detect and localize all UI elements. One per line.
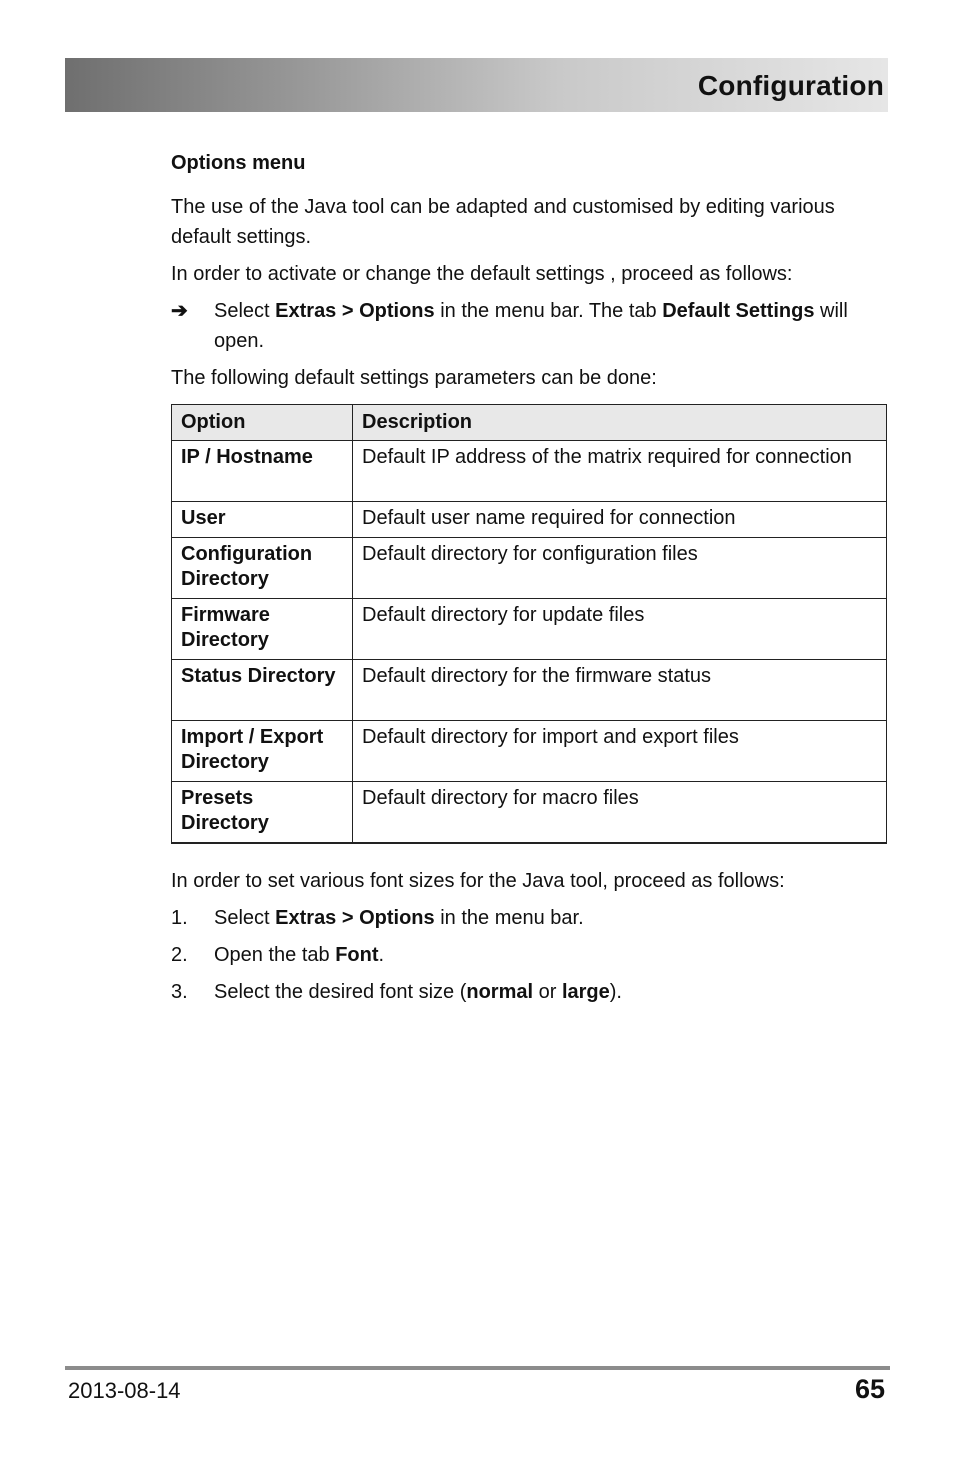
step-bold-1: Extras > Options — [275, 907, 435, 929]
table-row — [172, 599, 887, 660]
step-text-3: will open. — [214, 300, 848, 352]
page-number: 65 — [854, 1374, 885, 1404]
options-table — [171, 404, 887, 844]
option-cell: Status Directory — [172, 660, 353, 721]
step-text — [214, 977, 622, 1007]
step-text-1: Open the tab — [214, 944, 336, 966]
table-header-row — [172, 405, 887, 441]
table-row — [172, 782, 887, 844]
font-step-2 — [171, 940, 891, 970]
step-text-2: . — [378, 944, 385, 966]
step-bold-1: Extras > Options — [275, 300, 435, 322]
step-text-2: in the menu bar. The tab — [434, 300, 663, 322]
step-bold-2: large — [561, 981, 610, 1003]
footer-divider — [65, 1366, 890, 1370]
description-cell: Default directory for configuration files — [353, 538, 887, 599]
step-number: 3. — [171, 981, 188, 1003]
header-description: Description — [353, 405, 887, 441]
table-row — [172, 502, 887, 538]
font-step-1 — [171, 903, 891, 933]
description-cell: Default directory for macro files — [353, 782, 887, 844]
option-cell: Import / Export Directory — [172, 721, 353, 782]
intro-paragraph: The use of the Java tool can be adapted and customised by editing various default settings. — [171, 196, 835, 248]
page-header — [65, 58, 888, 112]
params-paragraph: The following default settings parameters can be done: — [171, 367, 657, 389]
step-text-1: Select the desired font size ( — [214, 981, 467, 1003]
page-title: Configuration — [697, 70, 884, 101]
option-cell: Firmware Directory — [172, 599, 353, 660]
arrow-step-text — [214, 296, 891, 356]
step-bold-1: normal — [466, 981, 534, 1003]
font-step-3 — [171, 977, 891, 1007]
table-row — [172, 441, 887, 502]
section-title: Options menu — [171, 152, 306, 174]
description-cell: Default IP address of the matrix required for connection — [353, 441, 887, 502]
description-cell: Default directory for import and export files — [353, 721, 887, 782]
step-text-2: or — [533, 981, 562, 1003]
step-text — [214, 940, 384, 970]
step-text-3: ). — [609, 981, 622, 1003]
header-option: Option — [172, 405, 353, 441]
step-text — [214, 903, 584, 933]
description-cell: Default user name required for connection — [353, 502, 887, 538]
step-bold-2: Default Settings — [662, 300, 815, 322]
table-row — [172, 538, 887, 599]
option-cell: Presets Directory — [172, 782, 353, 844]
step-number: 1. — [171, 907, 188, 929]
font-intro-paragraph: In order to set various font sizes for the Java tool, proceed as follows: — [171, 870, 785, 892]
step-text-1: Select — [214, 300, 276, 322]
option-cell: Configuration Directory — [172, 538, 353, 599]
table-row — [172, 721, 887, 782]
table-row — [172, 660, 887, 721]
step-text-2: in the menu bar. — [434, 907, 584, 929]
arrow-icon: ➔ — [171, 300, 188, 322]
page-content — [171, 148, 891, 1014]
description-cell: Default directory for update files — [353, 599, 887, 660]
footer-date: 2013-08-14 — [68, 1378, 181, 1403]
step-text-1: Select — [214, 907, 276, 929]
option-cell: User — [172, 502, 353, 538]
description-cell: Default directory for the firmware status — [353, 660, 887, 721]
arrow-step — [171, 296, 891, 356]
option-cell: IP / Hostname — [172, 441, 353, 502]
step-bold-1: Font — [335, 944, 379, 966]
activate-paragraph: In order to activate or change the default settings , proceed as follows: — [171, 263, 793, 285]
step-number: 2. — [171, 944, 188, 966]
